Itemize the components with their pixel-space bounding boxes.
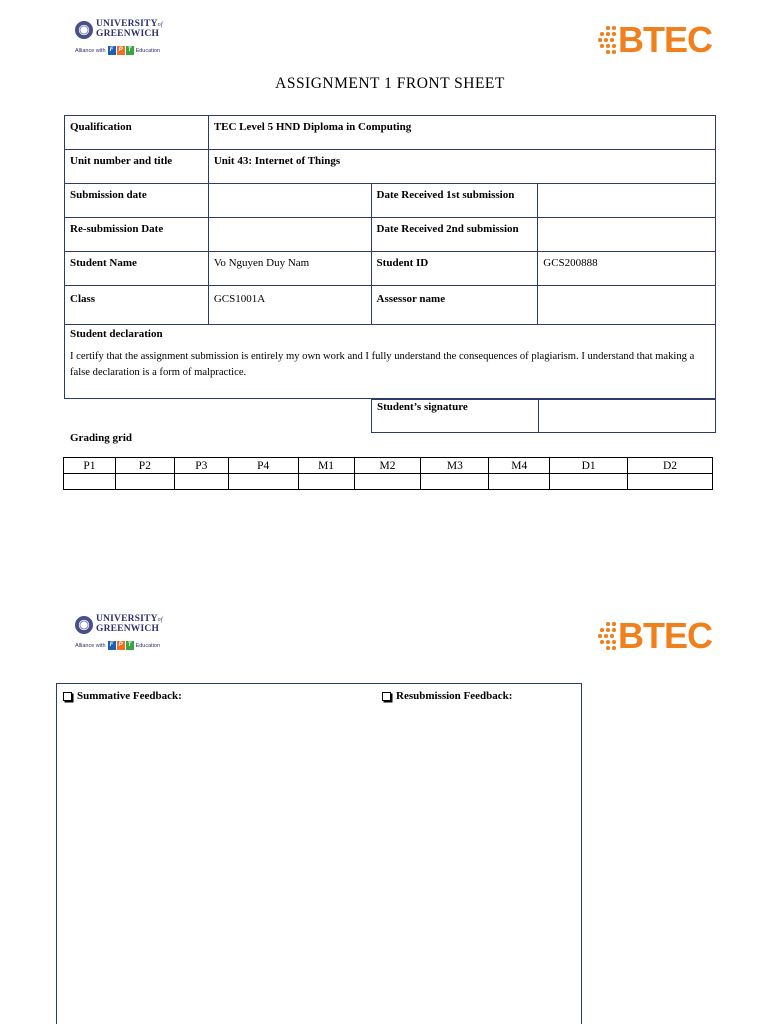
btec-dot xyxy=(598,634,602,638)
class-field[interactable]: GCS1001A xyxy=(213,293,266,305)
btec-dot xyxy=(606,32,610,36)
unit-value: Unit 43: Internet of Things xyxy=(213,155,341,167)
btec-dot xyxy=(610,634,614,638)
grade-cell-p3[interactable] xyxy=(174,474,228,490)
grade-header-p4: P4 xyxy=(228,458,298,474)
qualification-value: TEC Level 5 HND Diploma in Computing xyxy=(213,121,412,133)
student-id-field[interactable]: GCS200888 xyxy=(543,257,598,269)
alliance-suffix: Education xyxy=(135,47,161,54)
table-row xyxy=(65,252,716,286)
alliance-line xyxy=(75,46,160,55)
checkbox-icon[interactable] xyxy=(382,692,391,701)
grade-cell-d1[interactable] xyxy=(550,474,628,490)
grading-grid-table xyxy=(63,457,713,490)
btec-dot xyxy=(600,32,604,36)
btec-dot xyxy=(612,44,616,48)
btec-dot xyxy=(612,50,616,54)
summative-feedback[interactable] xyxy=(63,690,182,702)
grade-cell-m3[interactable] xyxy=(421,474,489,490)
btec-dot xyxy=(598,38,602,42)
unit-label: Unit number and title xyxy=(70,155,173,167)
date-received-2-label: Date Received 2nd submission xyxy=(376,223,519,235)
btec-logo: BTEC xyxy=(598,20,718,60)
assessor-field[interactable] xyxy=(543,286,710,293)
btec-dot xyxy=(606,50,610,54)
fpt-logo: F P T xyxy=(108,46,134,55)
checkbox-icon[interactable] xyxy=(63,692,72,701)
btec-dot xyxy=(612,646,616,650)
btec-dot xyxy=(600,640,604,644)
university-logo xyxy=(75,20,185,62)
btec-dot xyxy=(606,628,610,632)
btec-dot xyxy=(606,646,610,650)
resubmission-date-label: Re-submission Date xyxy=(70,223,164,235)
resubmission-date-field[interactable] xyxy=(214,218,366,223)
student-name-label: Student Name xyxy=(70,257,137,269)
front-sheet-table xyxy=(64,115,716,325)
btec-dot xyxy=(606,640,610,644)
btec-dot xyxy=(606,44,610,48)
btec-dot xyxy=(604,634,608,638)
date-received-1-label: Date Received 1st submission xyxy=(376,189,515,201)
feedback-box xyxy=(56,683,582,1024)
grade-header-p2: P2 xyxy=(115,458,174,474)
grade-header-d2: D2 xyxy=(628,458,713,474)
grading-grid-label: Grading grid xyxy=(70,432,133,444)
btec-dot xyxy=(612,622,616,626)
alliance-prefix: Alliance with xyxy=(75,47,106,54)
assessor-label: Assessor name xyxy=(376,293,446,305)
declaration-heading: Student declaration xyxy=(70,328,163,340)
grade-header-m3: M3 xyxy=(421,458,489,474)
grade-cell-m2[interactable] xyxy=(354,474,421,490)
grading-header-row xyxy=(64,458,713,474)
btec-dot xyxy=(604,38,608,42)
table-row xyxy=(65,218,716,252)
btec-dot xyxy=(612,26,616,30)
grade-header-p1: P1 xyxy=(64,458,116,474)
signature-field[interactable] xyxy=(539,399,716,433)
grade-cell-d2[interactable] xyxy=(628,474,713,490)
grade-header-m4: M4 xyxy=(489,458,550,474)
university-logo-page2: UNIVERSITYof GREENWICH Alliance with F P T Education xyxy=(75,614,163,649)
university-name-line2: GREENWICH xyxy=(96,29,160,39)
resubmission-feedback[interactable] xyxy=(382,690,512,702)
qualification-label: Qualification xyxy=(70,121,132,133)
university-crest-icon xyxy=(75,616,93,634)
university-of: of xyxy=(157,22,163,28)
submission-date-field[interactable] xyxy=(214,184,366,189)
student-id-label: Student ID xyxy=(376,257,429,269)
grade-header-p3: P3 xyxy=(174,458,228,474)
declaration-text: I certify that the assignment submission is entirely my own work and I fully understand the consequences of plagiarism. I understand that making a false declaration is a form of malpractice. xyxy=(70,351,695,378)
student-declaration xyxy=(64,323,716,399)
grade-cell-p4[interactable] xyxy=(228,474,298,490)
signature-label: Student’s signature xyxy=(371,399,539,433)
btec-dot xyxy=(606,622,610,626)
table-row xyxy=(65,184,716,218)
grade-cell-p2[interactable] xyxy=(115,474,174,490)
university-name-line1: UNIVERSITY xyxy=(96,19,158,29)
grade-cell-m4[interactable] xyxy=(489,474,550,490)
fpt-logo: F P T xyxy=(108,641,134,650)
grade-cell-m1[interactable] xyxy=(298,474,354,490)
grade-cell-p1[interactable] xyxy=(64,474,116,490)
btec-dots-icon xyxy=(598,622,620,650)
submission-date-label: Submission date xyxy=(70,189,147,201)
date-received-1-field[interactable] xyxy=(543,184,710,189)
btec-dots-icon xyxy=(598,26,620,54)
grade-header-d1: D1 xyxy=(550,458,628,474)
btec-dot xyxy=(610,38,614,42)
table-row xyxy=(65,286,716,325)
grade-header-m1: M1 xyxy=(298,458,354,474)
btec-logo-page2: BTEC xyxy=(598,616,718,656)
class-label: Class xyxy=(70,293,96,305)
btec-dot xyxy=(600,628,604,632)
resubmission-feedback-label: Resubmission Feedback: xyxy=(396,690,513,702)
university-crest-icon xyxy=(75,21,93,39)
page-title: ASSIGNMENT 1 FRONT SHEET xyxy=(275,75,505,92)
grade-header-m2: M2 xyxy=(354,458,421,474)
student-name-field[interactable]: Vo Nguyen Duy Nam xyxy=(213,257,310,269)
btec-dot xyxy=(606,26,610,30)
table-row xyxy=(65,150,716,184)
grading-value-row xyxy=(64,474,713,490)
summative-feedback-label: Summative Feedback: xyxy=(77,690,182,702)
btec-dot xyxy=(612,640,616,644)
table-row xyxy=(65,116,716,150)
signature-row xyxy=(371,399,716,433)
btec-dot xyxy=(612,628,616,632)
btec-dot xyxy=(612,32,616,36)
btec-dot xyxy=(600,44,604,48)
date-received-2-field[interactable] xyxy=(543,218,710,223)
